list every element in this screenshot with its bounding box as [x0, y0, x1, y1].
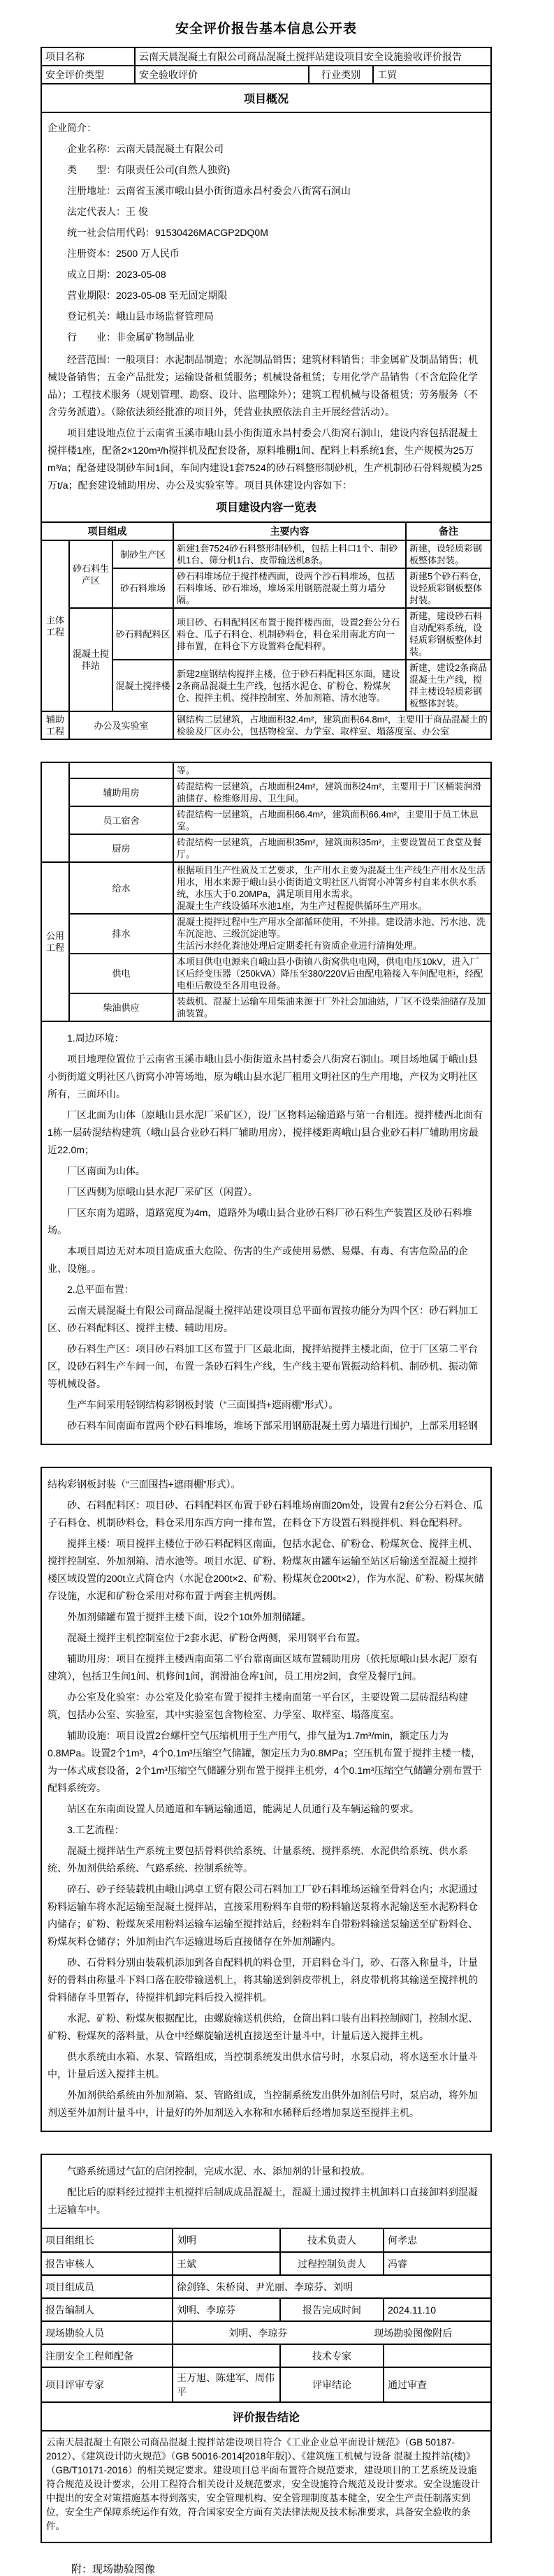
overview-paragraph: 厂区西侧为原峨山县水泥厂采矿区（闲置）。 [67, 1186, 258, 1197]
project-name-row [42, 48, 490, 66]
sub-mix-station-label: 混凝土搅拌站 [69, 608, 112, 711]
writer-label: 报告编制人 [42, 2298, 173, 2321]
surroundings-heading: 1.周边环境： [67, 1032, 124, 1044]
overview-paragraph: 外加剂储罐布置于搅拌主楼下面，设2个10t外加剂储罐。 [67, 1611, 312, 1622]
row-content-line: 混凝土搅拌过程中生产用水全部循环使用，不外排。建设清水池、污水池、洗车沉淀池、三级沉淀池等。 [177, 917, 486, 939]
table-row [42, 2275, 490, 2298]
business-scope-paragraph: 经营范围：一般项目：水泥制品制造；水泥制品销售；建筑材料销售；非金属矿及制品销售；机械设备销售；五金产品批发；运输设备租赁服务；机械设备租赁；专用化学产品销售（不含危险化学品）；工程技术服务（规划管理、勘察、设计、监理除外）；建筑工程机械与设备租赁；劳务服务（不含劳务派遣）。（除依法须经批准的项目外，凭营业执照依法自主开展经营活动）。 [48, 354, 478, 417]
review-experts-label: 项目评审专家 [42, 2367, 173, 2401]
leader-label: 项目组组长 [42, 2229, 173, 2252]
row-name: 制砂生产区 [112, 540, 173, 568]
overview-paragraph: 配比后的原料经过搅拌主机搅拌后制成成品混凝土，混凝土通过搅拌主机卸料口直接卸料到混凝土运输车中。 [48, 2186, 478, 2215]
table-row [42, 862, 490, 914]
reviewer-label: 报告审核人 [42, 2252, 173, 2275]
group-utility-label: 公用工程 [42, 862, 69, 1021]
group-empty-cell [42, 763, 69, 862]
verdict-value: 通过审查 [384, 2367, 490, 2401]
eval-type-row [42, 66, 490, 84]
row-name: 砂石料堆场 [112, 568, 173, 608]
construction-header-row [42, 523, 490, 540]
process-value: 冯睿 [384, 2252, 490, 2275]
row-content: 装载机、混凝土运输车用柴油来源于厂外社会加油站，厂区不设柴油储存及加油装置。 [173, 993, 490, 1021]
overview-paragraph: 砂、石骨料分别由装载机添加到各自配料机的料仓里，开启料仓斗门，砂、石落入称量斗，计量好的骨料由称量斗下料口落在胶带输送机上，将其输送到斜皮带机上，斜皮带机将其输送至搅拌机的骨料储存斗里暂存，待搅拌机卸完料后投入搅拌机。 [48, 1957, 478, 2003]
overview-paragraph: 辅助用房：项目在搅拌主楼西南面第二平台靠南面区域布置辅助用房（依托原峨山县水泥厂原有建筑），包括卫生间1间、机修间1间，润滑油仓库1间，员工用房2间，食堂及餐厅1间。 [48, 1653, 478, 1682]
overview-text-page3 [42, 1468, 490, 2131]
company-line: 成立日期：2023-05-08 [67, 269, 166, 280]
row-name: 辅助用房 [69, 778, 173, 806]
row-name [69, 763, 173, 778]
tech-label: 技术负责人 [280, 2229, 384, 2252]
row-content: 新建1套7524砂石料整形制砂机，包括上料口1个、制砂机1台、筛分机1台、皮带输送机8条。 [173, 540, 406, 568]
table-row [42, 834, 490, 862]
members-value: 徐剑锋、朱桥岗、尹光丽、李琼芬、刘明 [173, 2275, 490, 2298]
verdict-label: 评审结论 [280, 2367, 384, 2401]
expert-label: 技术专家 [280, 2344, 384, 2367]
row-content: 项目砂、石料配料区布置于搅拌楼西面，设置2套公分石料仓、瓜子石料仓、机制砂料仓，料仓采用南北方向一排布置，在料仓下方设置料仓配料秤。 [173, 608, 406, 660]
row-content [173, 914, 490, 954]
overview-paragraph: 砂石料车间南面布置两个砂石料堆场，堆场下部采用钢筋混凝土剪力墙进行围护，上部采用轻钢 [67, 1420, 478, 1431]
conclusion-cell [42, 2431, 490, 2542]
group-aux-label: 辅助工程 [42, 711, 69, 739]
row-note: 新建，建设砂石料自动配料系统，设轻质彩钢板整体封装。 [406, 608, 490, 660]
overview-paragraph: 供水系统由水箱、水泵、管路组成，当控制系统发出供水信号时，水泵启动，将水送至水计量斗中，计量后送入搅拌主机。 [48, 2051, 478, 2080]
overview-paragraph: 厂区北面为山体（原峨山县水泥厂采矿区），设厂区物料运输道路与第一台相连。搅拌楼西北面有1栋一层砖混结构建筑（峨山县合业砂石料厂辅助用房），搅拌楼距离峨山县合业砂石料厂辅助用房最近22.0m； [48, 1109, 483, 1155]
row-note: 新建，设轻质彩钢板整体封装。 [406, 540, 490, 568]
table-row [42, 2367, 490, 2401]
row-content: 本项目供电电源来自峨山县小街镇八街窝供电电网，供电电压10kV，进入厂区后经变压器（250kVA）降压至380/220V后由配电箱接入车间配电柜，经配电柜后敷设至各用电设备。 [173, 954, 490, 993]
writer-value: 刘明、李琼芬 [173, 2298, 280, 2321]
overview-paragraph: 水泥、矿粉、粉煤灰根据配比，由螺旋输送机供给，仓筒出料口装有出料控制阀门，控制水泥、矿粉、粉煤灰的落料量，从仓中经螺旋输送机直接送至计量斗中，计量后送入搅拌主机。 [48, 2013, 478, 2041]
row-name: 员工宿舍 [69, 806, 173, 834]
review-experts-value: 王万旭、陈建军、周伟平 [173, 2367, 280, 2401]
table-row [42, 778, 490, 806]
row-note: 新建5个砂石料仓，设轻质彩钢板整体封装。 [406, 568, 490, 608]
survey-label: 现场勘验人员 [42, 2321, 173, 2344]
table-row [42, 763, 490, 778]
layout-heading: 2.总平面布置： [67, 1284, 134, 1295]
row-name: 厨房 [69, 834, 173, 862]
table-row [42, 608, 490, 660]
table-row [42, 993, 490, 1021]
table-page-3 [41, 1467, 492, 2132]
row-content-line: 生活污水经化粪池处理后定期委托有资质企业进行清掏处理。 [177, 940, 423, 951]
overview-text-page2 [42, 1021, 490, 1444]
overview-section-header: 项目概况 [42, 84, 490, 113]
leader-value: 刘明 [173, 2229, 280, 2252]
company-line: 企业名称：云南天晨混凝土有限公司 [67, 143, 224, 154]
expert-value [384, 2344, 490, 2367]
project-location-paragraph: 项目建设地点位于云南省玉溪市峨山县小街街道永昌村委会八街窝石洞山，建设内容包括混凝土搅拌楼1座，配备2×120m³/h搅拌机及配套设备，原料堆棚1间、配料上料系统1套，生产规模为25万m³/a；配备建设制砂车间1间，车间内建设1套7524的砂石料整形制砂机，生产机制砂石骨料规模为25万t/a；配套建设辅助用房、办公及实验室等。项目具体建设内容如下： [48, 427, 483, 491]
overview-paragraph: 本项目周边无对本项目造成重大危险、伤害的生产或使用易燃、易爆、有毒、有害危险品的企业、设施。。 [48, 1245, 468, 1274]
company-line: 登记机关：峨山县市场监督管理局 [67, 311, 214, 322]
construction-table-title: 项目建设内容一览表 [215, 502, 316, 514]
header-content: 主要内容 [173, 523, 406, 540]
table-row [42, 2298, 490, 2321]
table-row [42, 806, 490, 834]
overview-paragraph: 混凝土搅拌主机控制室位于2套水泥、矿粉仓两侧，采用钢平台布置。 [67, 1632, 366, 1643]
group-main-label: 主体工程 [42, 540, 69, 711]
row-name: 排水 [69, 914, 173, 954]
page-title: 安全评价报告基本信息公开表 [175, 22, 357, 36]
row-content: 砖混结构一层建筑，占地面积35m²，建筑面积35m²，主要设置员工食堂及餐厅。 [173, 834, 490, 862]
company-intro-cell [42, 113, 490, 523]
row-content: 砖混结构一层建筑，占地面积24m²，建筑面积24m²，主要用于厂区桶装润滑油储存、检维修用房、卫生间。 [173, 778, 490, 806]
table-row [42, 2344, 490, 2367]
table-row [42, 914, 490, 954]
table-row [42, 711, 490, 739]
table-page-4 [41, 2154, 492, 2543]
page-break [41, 2132, 492, 2154]
table-row [42, 2229, 490, 2252]
header-composition: 项目组成 [42, 523, 173, 540]
overview-paragraph: 项目地理位置位于云南省玉溪市峨山县小街街道永昌村委会八街窝石洞山。项目场地属于峨山县小街街道文明社区八街窝小冲箐场地，原为峨山县水泥厂租用文明社区的生产用地，产权为文明社区所有，三面环山。 [48, 1053, 478, 1100]
row-content: 砖混结构一层建筑，占地面积66.4m²，建筑面积66.4m²，主要用于员工休息室。 [173, 806, 490, 834]
survey-note: 现场勘验图像附后 [374, 2327, 453, 2339]
row-name: 给水 [69, 862, 173, 914]
company-line: 企业简介： [48, 122, 96, 133]
overview-paragraph: 砂石料生产区：项目砂石料加工区布置于厂区最北面，搅拌站搅拌主楼北面，位于厂区第二平台区，设砂石料生产车间一间，布置一条砂石料生产线，生产线主要布置振动给料机、制砂机、振动筛等机械设备。 [48, 1343, 478, 1389]
row-name: 供电 [69, 954, 173, 993]
eval-type-label: 安全评价类型 [42, 66, 136, 83]
company-line: 注册资本：2500 万人民币 [67, 248, 180, 259]
attachment-note: 附：现场勘验图像 [71, 2563, 156, 2575]
personnel-table [42, 2229, 490, 2401]
conclusion-header: 评价报告结论 [42, 2401, 490, 2431]
table-row [42, 540, 490, 568]
row-content: 钢结构二层建筑，占地面积32.4m²，建筑面积64.8m²，主要用于商品混凝土的检验及厂区办公，包括物检室、力学室、取样室、塌落度室、办公室 [173, 711, 490, 739]
row-name: 砂石料配料区 [112, 608, 173, 660]
overview-paragraph: 混凝土搅拌站生产系统主要包括骨料供给系统、计量系统、搅拌系统、水泥供给系统、供水系统、外加剂供给系统、气路系统、控制系统等。 [48, 1845, 468, 1874]
table-page-1 [41, 47, 492, 740]
finish-label: 报告完成时间 [280, 2298, 384, 2321]
row-note: 新建，建设2条商品混凝土生产线，搅拌主楼设轻质彩钢板整体封装。 [406, 660, 490, 711]
overview-text-page4 [42, 2155, 490, 2229]
reviewer-value: 王斌 [173, 2252, 280, 2275]
overview-paragraph: 辅助设施：项目设置2台螺杆空气压缩机用于生产用气，排气量为1.7m³/min，额定压力为0.8MPa。设置2个1m³，4个0.1m³压缩空气储罐，额定压力为0.8MPa；空压机布置于搅拌主楼一楼，为一体式成套设备，2个1m³压缩空气储罐分别布置于搅拌主机旁，4个0.1m³压缩空气储罐分别布置于配料系统旁。 [48, 1730, 482, 1793]
overview-paragraph: 站区在东南面设置人员通道和车辆运输通道，能满足人员通行及车辆运输的要求。 [67, 1803, 419, 1814]
construction-table-page2 [42, 763, 490, 1021]
overview-paragraph: 搅拌主楼：项目搅拌主楼位于砂石料配料区南面，包括水泥仓、矿粉仓、粉煤灰仓、搅拌主机、搅拌控制室、外加剂箱、清水池等。项目水泥、矿粉、粉煤灰由罐车运输至站区后输送至混凝土搅拌楼区域设置的200t立式筒仓内（水泥仓200t×2、矿粉、粉煤灰仓200t×2），作为水泥、矿粉、粉煤灰储存设施，水泥和矿粉仓采用对称布置于两套主机两侧。 [48, 1538, 484, 1601]
overview-paragraph: 办公室及化验室：办公室及化验室布置于搅拌主楼南面第一平台区，主要设置二层砖混结构建筑，包括办公室、实验室，其中实验室包含物检室、力学室、取样室、塌落度室。 [48, 1692, 468, 1720]
overview-paragraph: 厂区南面为山体。 [67, 1165, 145, 1176]
table-row [42, 2252, 490, 2275]
members-label: 项目组成员 [42, 2275, 173, 2298]
industry-label: 行业类别 [309, 66, 374, 83]
page-break [41, 1445, 492, 1467]
company-line: 营业期限：2023-05-08 至无固定期限 [67, 290, 228, 301]
survey-cell [173, 2321, 490, 2344]
row-content: 砂石料堆场位于搅拌楼西面，设两个沙石料堆场，包括石料堆场、砂石堆场，堆场采用钢筋混凝土剪力墙分隔。 [173, 568, 406, 608]
row-content: 新建2座钢结构搅拌主楼，位于砂石料配料区东面，建设2条商品混凝土生产线，包括水泥仓、矿粉仓、粉煤灰仓、搅拌主机、搅拌控制室、外加剂箱、清水池等。 [173, 660, 406, 711]
survey-value: 刘明、李琼芬 [228, 2327, 288, 2339]
page-break [41, 740, 492, 762]
overview-paragraph: 碎石、砂子经装载机由峨山鸿卓工贸有限公司石料加工厂砂石料堆场运输至骨料仓内；水泥通过粉料运输车将水泥运输至混凝土搅拌站，直接采用粉料车自带的粉料输送泵将水泥输送至水泥粉料仓内储存；矿粉、粉煤灰采用粉料运输车运输至搅拌站后，经粉料车自带粉料输送泵输送至矿粉料仓、粉煤灰料仓储存；外加剂由汽车运输进场后直接储存在外加剂罐内。 [48, 1883, 478, 1947]
row-name: 办公及实验室 [69, 711, 173, 739]
industry-value: 工贸 [377, 69, 397, 80]
process-heading: 3.工艺流程： [67, 1824, 124, 1835]
header-note: 备注 [406, 523, 490, 540]
overview-paragraph: 砂、石料配料区：项目砂、石料配料区布置于砂石料堆场南面20m处，设置有2套公分石料仓、瓜子石料仓、机制砂料仓，料仓采用东西方向一排布置，在料仓下方设置石料搅拌机、料仓配料秤。 [48, 1500, 483, 1528]
row-content: 等。 [173, 763, 490, 778]
row-name: 柴油供应 [69, 993, 173, 1021]
company-line: 注册地址：云南省玉溪市峨山县小街街道永昌村委会八街窝石洞山 [67, 185, 351, 196]
overview-paragraph: 结构彩钢板封装（“三面围挡+遮雨棚”形式）。 [48, 1479, 241, 1490]
tech-value: 何孝忠 [384, 2229, 490, 2252]
overview-paragraph: 外加剂供给系统由外加剂箱、泵、管路组成，当控制系统发出供外加剂信号时，泵启动，将外加剂送至外加剂计量斗中，计量好的外加剂送入水称和水稀释后经增加泵送至搅拌主机。 [48, 2089, 478, 2118]
table-page-2 [41, 762, 492, 1445]
row-content-line: 混凝土生产线设循环水池1座，为生产过程提供循环生产用水。 [177, 901, 428, 911]
table-row [42, 954, 490, 993]
overview-paragraph: 气路系统通过气缸的启闭控制，完成水泥、水、添加剂的计量和投放。 [67, 2166, 370, 2177]
row-content-line: 根据项目生产性质及工艺要求，生产用水主要为混凝土生产线生产用水及生活用水，用水来源于峨山县小街街道文明社区八街窝小冲箐乡村自来水供水系统，水压大于0.20MPa，满足项目用水需求。 [177, 865, 486, 899]
company-line: 统一社会信用代码：91530426MACGP2DQ0M [67, 227, 268, 238]
overview-paragraph: 生产车间采用轻钢结构彩钢板封装（“三面围挡+遮雨棚”形式）。 [67, 1399, 339, 1410]
row-name: 混凝土搅拌楼 [112, 660, 173, 711]
overview-paragraph: 云南天晨混凝土有限公司商品混凝土搅拌站建设项目总平面布置按功能分为四个区：砂石料加工区、砂石料配料区、搅拌主楼、辅助用房。 [48, 1305, 478, 1333]
project-name-label: 项目名称 [42, 48, 136, 65]
process-label: 过程控制负责人 [280, 2252, 384, 2275]
company-line: 类 型：有限责任公司(自然人独资) [67, 164, 231, 175]
finish-value: 2024.11.10 [384, 2298, 490, 2321]
eval-type-value: 安全验收评价 [136, 66, 309, 83]
company-line: 法定代表人：王 俊 [67, 206, 148, 217]
sub-sand-zone-label: 砂石料生产区 [69, 540, 112, 608]
engineer-label: 注册安全工程师配备 [42, 2344, 173, 2367]
engineer-value [173, 2344, 280, 2367]
overview-paragraph: 厂区东南为道路，道路宽度为4m，道路外为峨山县合业砂石料厂砂石料生产装置区及砂石料堆场。 [48, 1207, 472, 1236]
project-name-value: 云南天晨混凝土有限公司商品混凝土搅拌站建设项目安全设施验收评价报告 [139, 51, 462, 62]
table-row [42, 2321, 490, 2344]
company-line: 行 业：非金属矿物制品业 [67, 332, 194, 343]
construction-table-page1 [42, 523, 490, 739]
conclusion-text: 云南天晨混凝土有限公司商品混凝土搅拌站建设项目符合《工业企业总平面设计规范》（GB 50187-2012）、《建筑设计防火规范》（GB 50016-2014[2018年版]）、《建筑施工机械与设备 混凝土搅拌站(楼)》（GB/T10171-2016）的相关规定要求。建设项目总平面布置符合规范要求，建设项目的工艺系统及设施符合规范及设计要求，公用工程符合相关设计及规范要求，安全设施符合规范及设计要求。安全设施设计中提出的安全对策措施基本得到落实，安全管理机构、安全管理制度基本健全，安全生产责任制落实到位，安全生产保障系统运作有效，符合国家安全方面有关法律法规及技术标准要求，具备安全验收的条件。 [46, 2437, 480, 2531]
row-content [173, 862, 490, 914]
